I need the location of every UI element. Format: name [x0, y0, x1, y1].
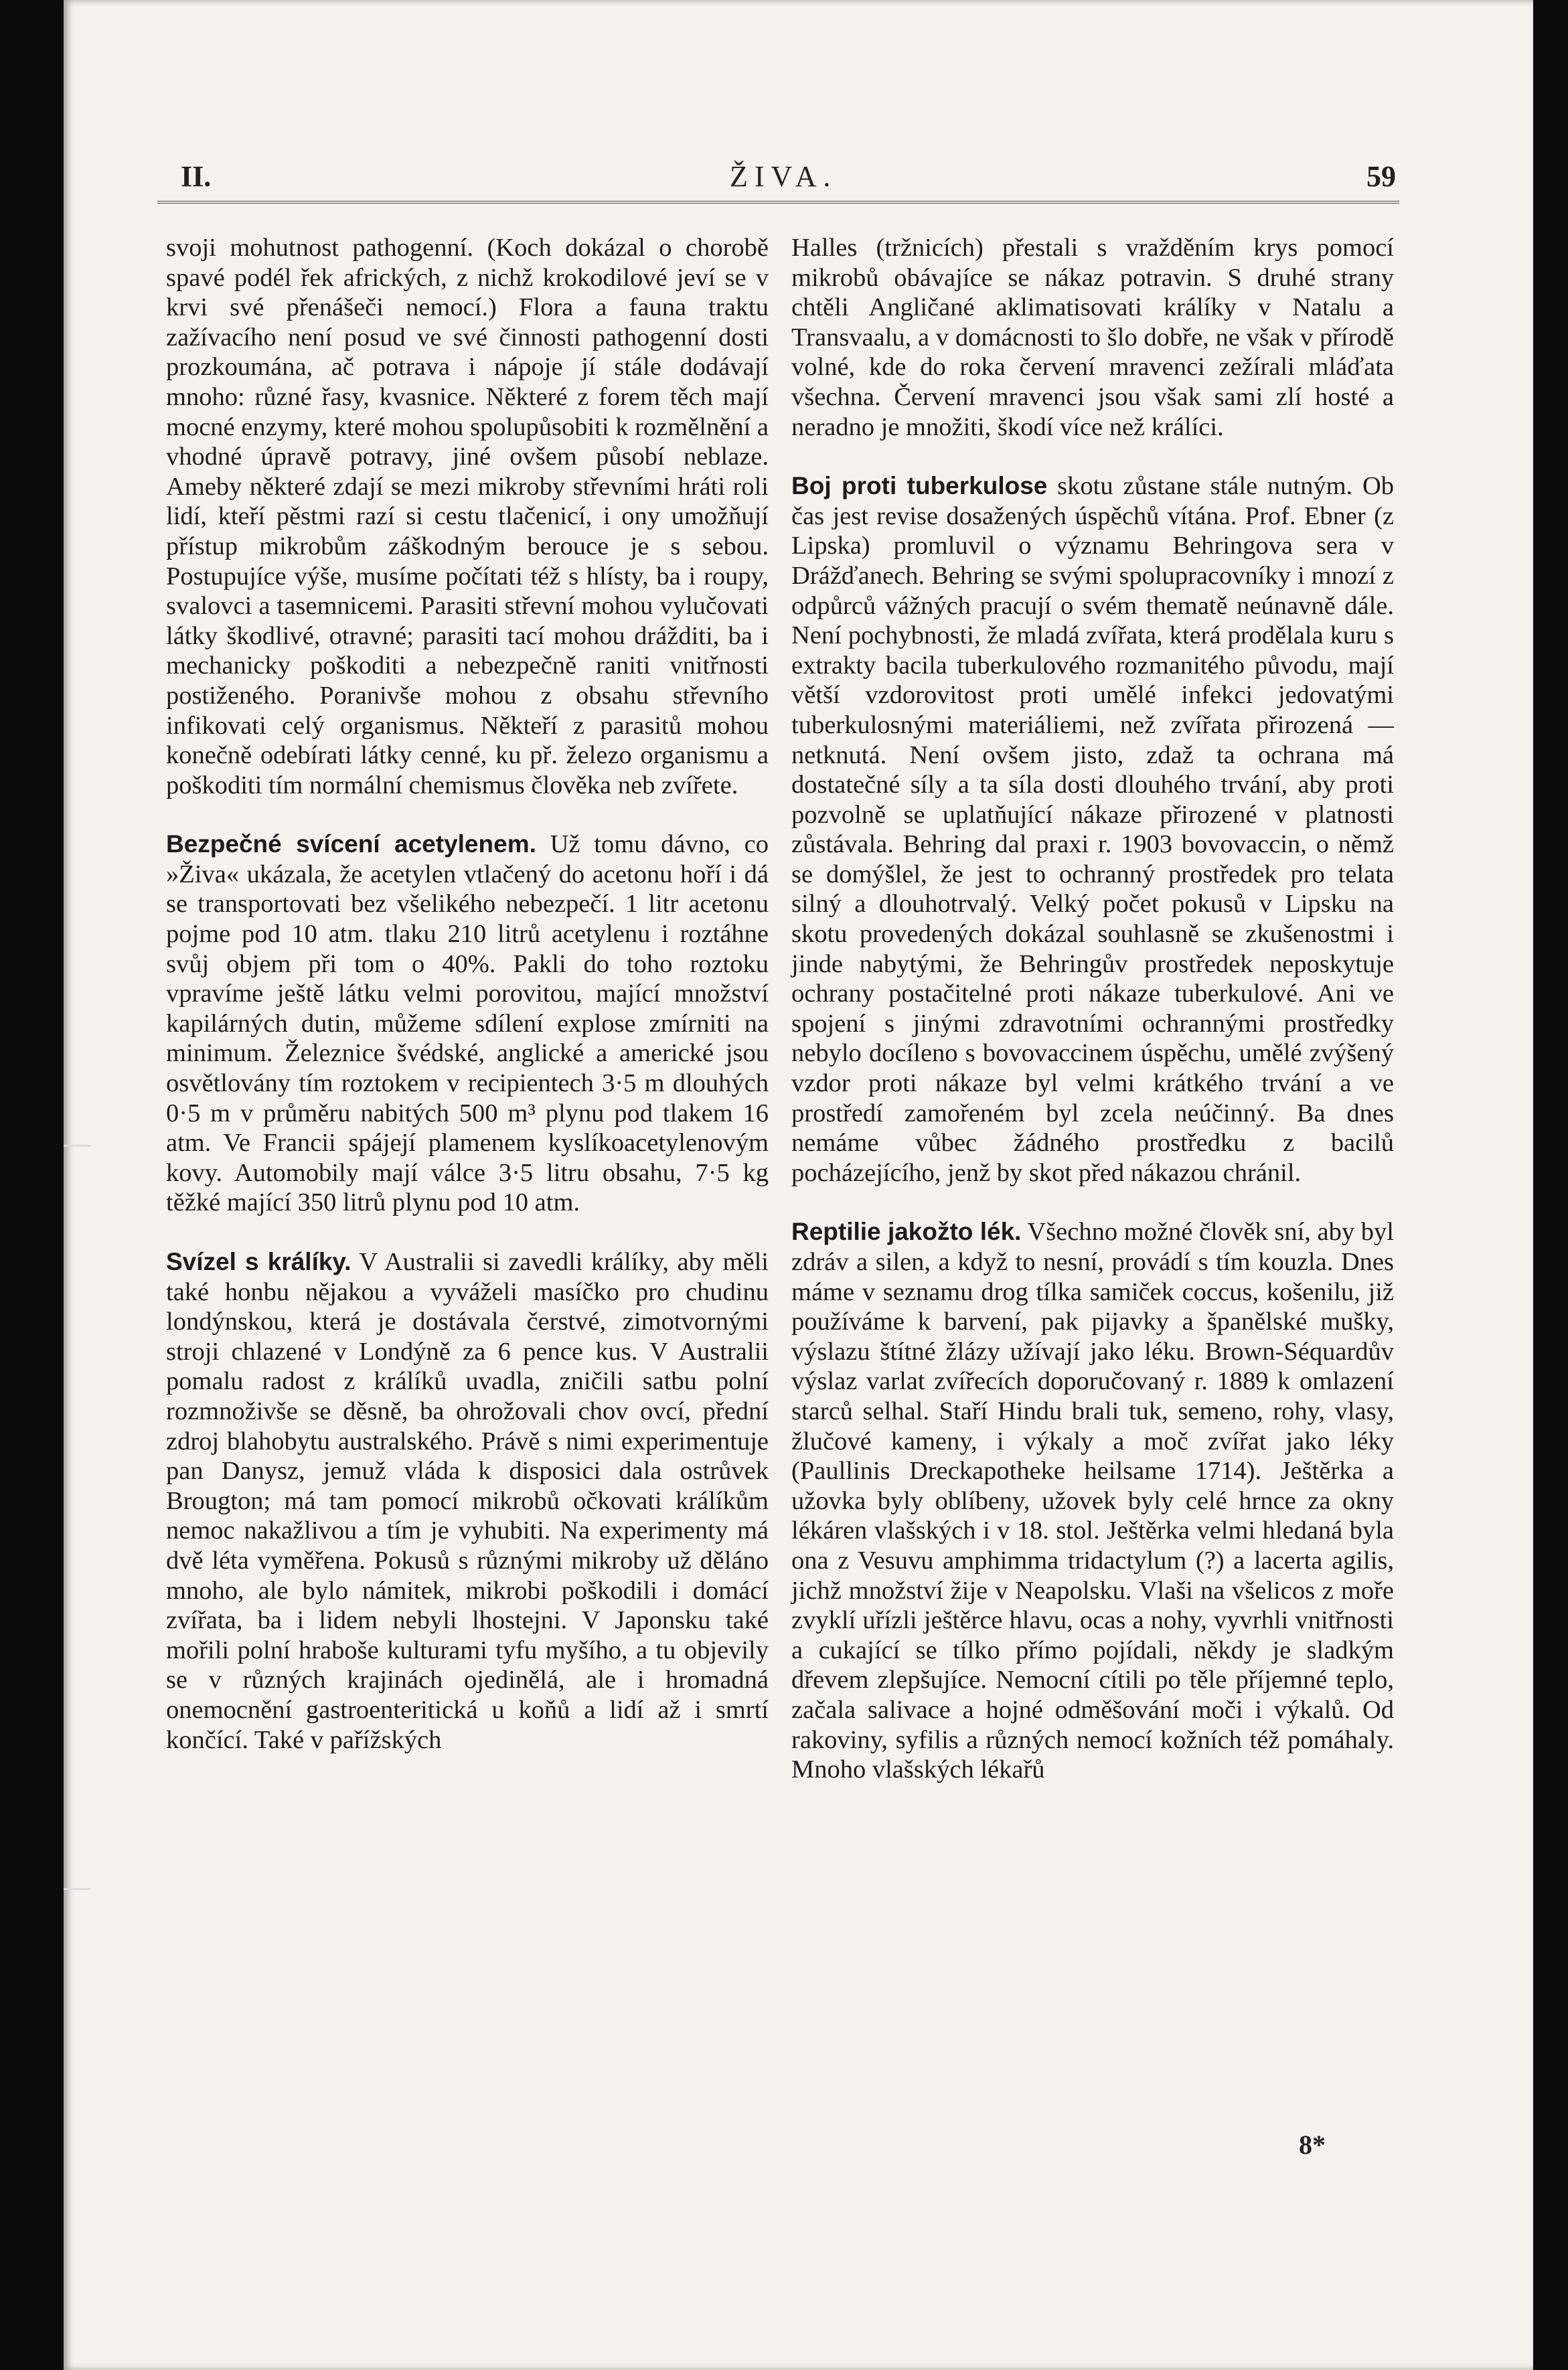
page-number: 59 [1366, 160, 1396, 193]
volume-number: II. [181, 160, 212, 193]
journal-title: ŽIVA. [730, 160, 838, 193]
left-column [166, 233, 769, 1755]
article-acetylene [166, 830, 769, 1218]
article-rabbits [166, 1247, 769, 1755]
section-heading: Boj proti tuberkulose [791, 472, 1048, 500]
article-reptiles [791, 1217, 1394, 1784]
paragraph: Halles (tržnicích) přestali s vražděním krys pomocí mikrobů obávajíce se nákaz potravin. S druhé strany chtěli Angličané aklimatisovati králíky v Natalu a Transvaalu, a v domácnosti to šlo dobře, ne však v přírodě volné, kde do roka červení mravenci zežírali mláďata všechna. Červení mravenci jsou však sami zlí hosté a neradno je množiti, škodí více než králíci. [791, 234, 1394, 441]
right-column [791, 233, 1394, 1785]
margin-mark [64, 1145, 90, 1147]
signature-mark: 8* [1299, 2130, 1326, 2160]
section-text: V Australii si zavedli králíky, aby měli také honbu nějakou a vyváželi masíčko pro chudinu londýnskou, která je dostávala čerstvé, zimotvornými stroji chlazené v Londýně za 6 pence kus. V Australii pomalu radost z králíků uvadla, zničili satbu polní rozmnoživše se děsně, ba ohrožovali chov ovcí, přední zdroj blahobytu australského. Právě s nimi experimentuje pan Danysz, jemuž vláda k disposici dala ostrůvek Brougton; má tam pomocí mikrobů očkovati králíkům nemoc nakažlivou a tím je vyhubiti. Na experimenty má dvě léta vyměřena. Pokusů s různými mikroby už děláno mnoho, ale bylo námitek, mikrobi poškodili i domácí zvířata, ba i lidem nebyli lhostejni. V Japonsku také mořili polní hraboše kulturami tyfu myšího, a tu objevily se v různých krajinách ojedinělá, ale i hromadná onemocnění gastroenteritická u koňů a lidí až i smrtí končící. Také v pařížských [166, 1248, 769, 1754]
section-heading: Svízel s králíky. [166, 1248, 351, 1275]
section-heading: Bezpečné svícení acetylenem. [166, 830, 536, 858]
section-text: Už tomu dávno, co »Živa« ukázala, že acetylen vtlačený do acetonu hoří i dá se transportovati bez všelikého nebezpečí. 1 litr acetonu pojme pod 10 atm. tlaku 210 litrů acetylenu i roztáhne svůj objem při tom o 40%. Pakli do toho roztoku vpravíme ještě látku velmi porovitou, mající množství kapilárných dutin, můžeme sdílení explose zmírniti na minimum. Železnice švédské, anglické a americké jsou osvětlovány tím roztokem v recipientech 3·5 m dlouhých 0·5 m v průměru nabitých 500 m³ plynu pod tlakem 16 atm. Ve Francii spájejí plamenem kyslíkoacetylenovým kovy. Automobily mají válce 3·5 litru obsahu, 7·5 kg těžké mající 350 litrů plynu pod 10 atm. [166, 830, 769, 1217]
running-header [181, 159, 1396, 200]
section-text: skotu zůstane stále nutným. Ob čas jest revise dosažených úspěchů vítána. Prof. Ebner (z Lipska) promluvil o významu Behringova sera v Drážďanech. Behring se svými spolupracovníky i mnozí z odpůrců vážných pracují o svém thematě neúnavně dále. Není pochybnosti, že mladá zvířata, která prodělala kuru s extrakty bacila tuberkulového rozmanitého původu, mají větší vzdorovitost proti umělé infekci jedovatými tuberkulosnými materiáliemi, než zvířata přirozená — netknutá. Není ovšem jisto, zdaž ta ochrana má dostatečné síly a ta síla dosti dlouhého trvání, aby proti pozvolně se uplatňující nákaze přirozené v platnosti zůstávala. Behring dal praxi r. 1903 bovovaccin, o němž se domýšlel, že jest to ochranný prostředek pro telata silný a dlouhotrvalý. Velký počet pokusů v Lipsku na skotu provedených dokázal souhlasně se zkušenostmi i jinde nabytými, že Behringův prostředek neposkytuje ochrany postačitelné proti nákaze tuberkulové. Ani ve spojení s jinými zdravotními ochrannými prostředky nebylo docíleno s bovovaccinem úspěchu, umělé zvýšený vzdor proti nákaze byl velmi krátkého trvání a ve prostředí zamořeném byl zcela neúčinný. Ba dnes nemáme vůbec žádného prostředku z bacilů pocházejícího, jenž by skot před nákazou chránil. [791, 472, 1395, 1187]
section-text: Všechno možné člověk sní, aby byl zdráv a silen, a když to nesní, provádí s tím kouzla. Dnes máme v seznamu drog tílka samiček coccus, košenilu, již používáme k barvení, pak pijavky a španělské mušky, výslazu štítné žlázy užívají jako léku. Brown-Séquardův výslaz varlat zvířecích doporučovaný r. 1889 k omlazení starců selhal. Staří Hindu brali tuk, semeno, rohy, vlasy, žlučové kameny, i výkaly a moč zvířat jako léky (Paullinis Dreckapotheke heilsame 1714). Ještěrka a užovka byly oblíbeny, užovek byly celé hrnce za okny lékáren vlašských i v 18. stol. Ještěrka velmi hledaná byla ona z Vesuvu amphimma tridactylum (?) a lacerta agilis, jichž množství žije v Neapolsku. Vlaši na všelicos z moře zvyklí uřízli ještěrce hlavu, ocas a nohy, vyvrhli vnitřnosti a cukající se tílko přímo pojídali, někdy je sladkým dřevem zlepšujíce. Nemocní cítili po těle příjemné teplo, začala salivace a hojné odměšování moči i výkalů. Od rakoviny, syfilis a různých nemocí kožních též pomáhaly. Mnoho vlašských lékařů [791, 1218, 1394, 1784]
section-heading: Reptilie jakožto lék. [791, 1218, 1022, 1246]
header-rule [157, 201, 1399, 204]
margin-mark [64, 1888, 90, 1890]
article-tuberculosis [791, 471, 1394, 1188]
paragraph: svoji mohutnost pathogenní. (Koch dokázal o chorobě spavé podél řek afrických, z nichž krokodilové jeví se v krvi své přenášeči nemocí.) Flora a fauna traktu zažívacího není posud ve své činnosti pathogenní dosti prozkoumána, ač potrava i nápoje jí stále dodávají mnoho: různé řasy, kvasnice. Některé z forem těch mají mocné enzymy, které mohou spolupůsobiti k rozmělnění a vhodné úpravě potravy, jiné ovšem působí neblaze. Ameby některé zdají se mezi mikroby střevními hráti roli lidí, kteří pěstmi razí si cestu tlačenicí, i ony umožňují přístup mikrobům záškodným berouce je s sebou. Postupujíce výše, musíme počítati též s hlísty, ba i roupy, svalovci a tasemnicemi. Parasiti střevní mohou vylučovati látky škodlivé, otravné; parasiti tací mohou drážditi, ba i mechanicky poškoditi a nebezpečně raniti vnitřnosti postiženého. Poranivše mohou z obsahu střevního infikovati celý organismus. Někteří z parasitů mohou konečně odebírati látky cenné, ku př. železo organismu a poškoditi tím normální chemismus člověka neb zvířete. [166, 234, 769, 799]
